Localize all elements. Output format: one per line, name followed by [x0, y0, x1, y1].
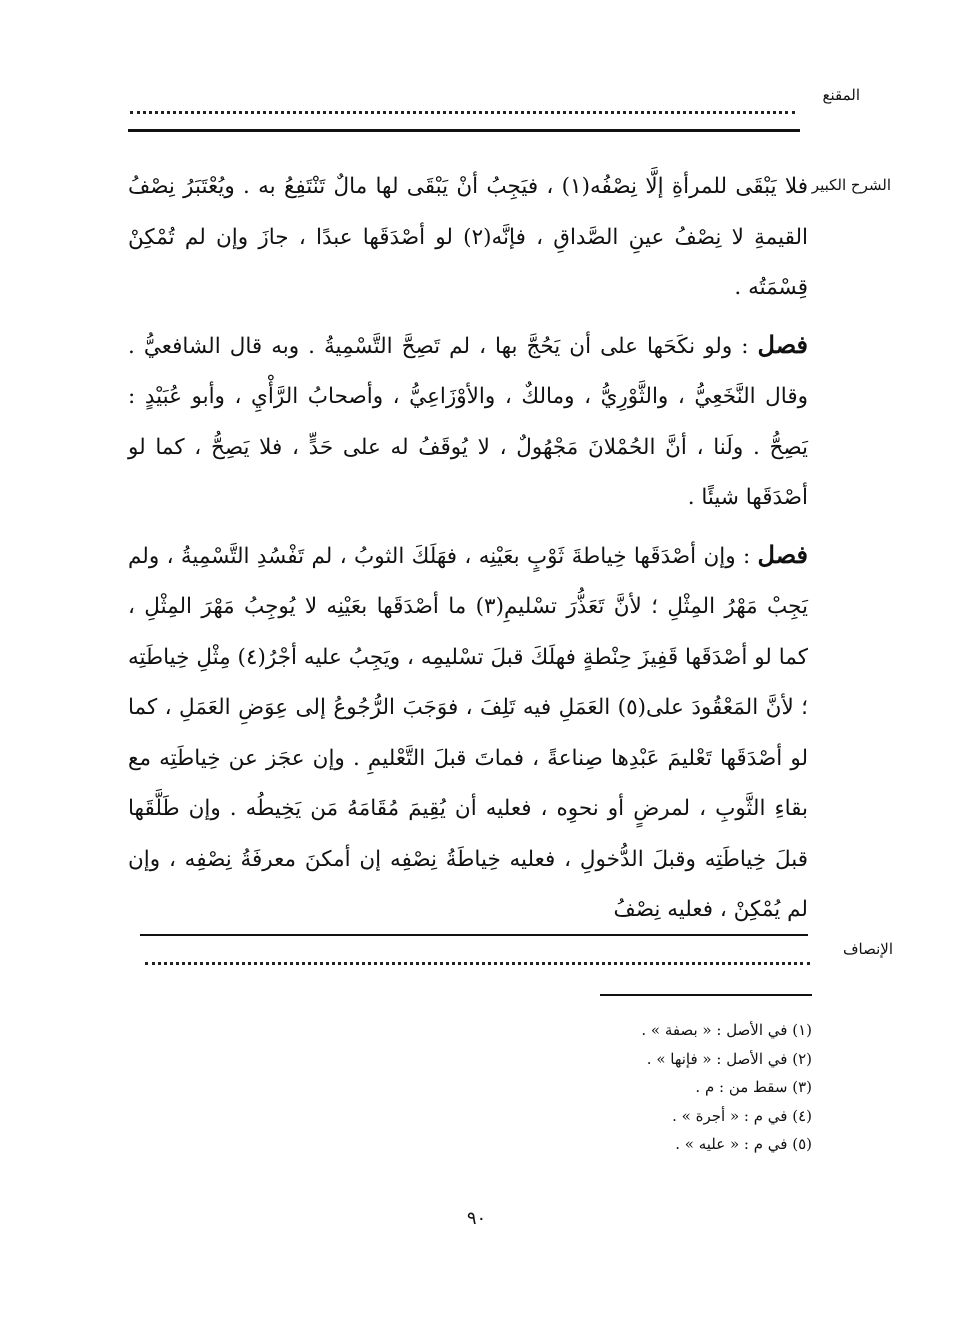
- bottom-dotted-line: [145, 962, 810, 965]
- footnote-5: (٥) في م : « عليه » .: [675, 1135, 812, 1153]
- commentary-title-label: الشرح الكبير: [811, 176, 891, 194]
- paragraph-3-text: : وإن أصْدَقَها خِياطةَ ثَوْبٍ بعَيْنِه ، فهَلَكَ الثوبُ ، لم تَفْسُدِ التَّسْمِيةُ ، ولم يَجِبْ مَهْرُ المِثْلِ ؛ لأنَّ تَعَذُّرَ تسْليمِ(٣) ما أصْدَقَها بعَيْنِه لا يُوجِبُ مَهْرَ المِثْلِ ، كما لو أصْدَقَها قَفِيزَ حِنْطةٍ فهلَكَ قبلَ تسْليمِه ، ويَجِبُ عليه أجْرُ(٤) مِثْلِ خِياطَتِه ؛ لأنَّ المَعْقُودَ على(٥) العَمَلِ فيه تَلِفَ ، فوَجَبَ الرُّجُوعُ إلى عِوَضِ العَمَلِ ، كما لو أصْدَقَها تَعْليمَ عَبْدِها صِناعةً ، فماتَ قبلَ التَّعْليمِ . وإن عجَز عن خِياطَتِه مع بقاءِ الثَّوبِ ، لمرضٍ أو نحوِه ، فعليه أن يُقِيمَ مُقَامَهُ مَن يَخِيطُه . وإن طَلَّقَها قبلَ خِياطَتِه وقبلَ الدُّخولِ ، فعليه خِياطَةُ نِصْفِه إن أمكنَ معرفَةُ نِصْفِه ، وإن لم يُمْكِنْ ، فعليه نِصْفُ: [128, 543, 808, 922]
- bottom-rule: [140, 934, 808, 936]
- footnote-separator: [600, 994, 812, 996]
- insaf-title-label: الإنصاف: [842, 940, 893, 958]
- paragraph-2: [128, 320, 808, 524]
- paragraph-2-text: : ولو نكَحَها على أن يَحُجَّ بها ، لم تَصِحَّ التَّسْمِيةُ . وبه قال الشافعيُّ . وقال النَّخَعِيُّ ، والثَّوْرِيُّ ، ومالكٌ ، والأوْزَاعِيُّ ، وأصحابُ الرَّأْيِ ، وأبو عُبَيْدٍ : يَصِحُّ . ولَنا ، أنَّ الحُمْلانَ مَجْهُولٌ ، لا يُوقَفُ له على حَدٍّ ، فلا يَصِحُّ ، كما لو أصْدَقَها شيئًا .: [128, 333, 808, 510]
- footnote-4: (٤) في م : « أجرة » .: [672, 1106, 812, 1125]
- paragraph-3-lead: فصل: [757, 539, 808, 569]
- top-dotted-line: [130, 111, 795, 114]
- footnote-3: (٣) سقط من : م .: [695, 1078, 812, 1096]
- paragraph-1-text: فلا يَبْقَى للمرأةِ إلَّا نِصْفُه(١) ، فيَجِبُ أنْ يَبْقَى لها مالٌ تَنْتَفِعُ به . ويُعْتَبَرُ نِصْفُ القيمةِ لا نِصْفُ عينِ الصَّداقِ ، فإنَّه(٢) لو أصْدَقَها عبدًا ، جازَ وإن لم تُمْكِنْ قِسْمَتُه .: [128, 174, 808, 300]
- page-number: ٩٠: [466, 1208, 487, 1229]
- footnote-2: (٢) في الأصل : « فإنها » .: [646, 1049, 812, 1068]
- paragraph-1: [128, 160, 808, 314]
- main-text: [128, 160, 808, 942]
- book-title-label: المقنع: [822, 86, 860, 104]
- paragraph-2-lead: فصل: [757, 329, 808, 359]
- footnote-1: (١) في الأصل : « بصفة » .: [641, 1021, 812, 1039]
- paragraph-3: [128, 530, 808, 936]
- top-rule: [128, 129, 800, 132]
- footnotes: [400, 1016, 812, 1159]
